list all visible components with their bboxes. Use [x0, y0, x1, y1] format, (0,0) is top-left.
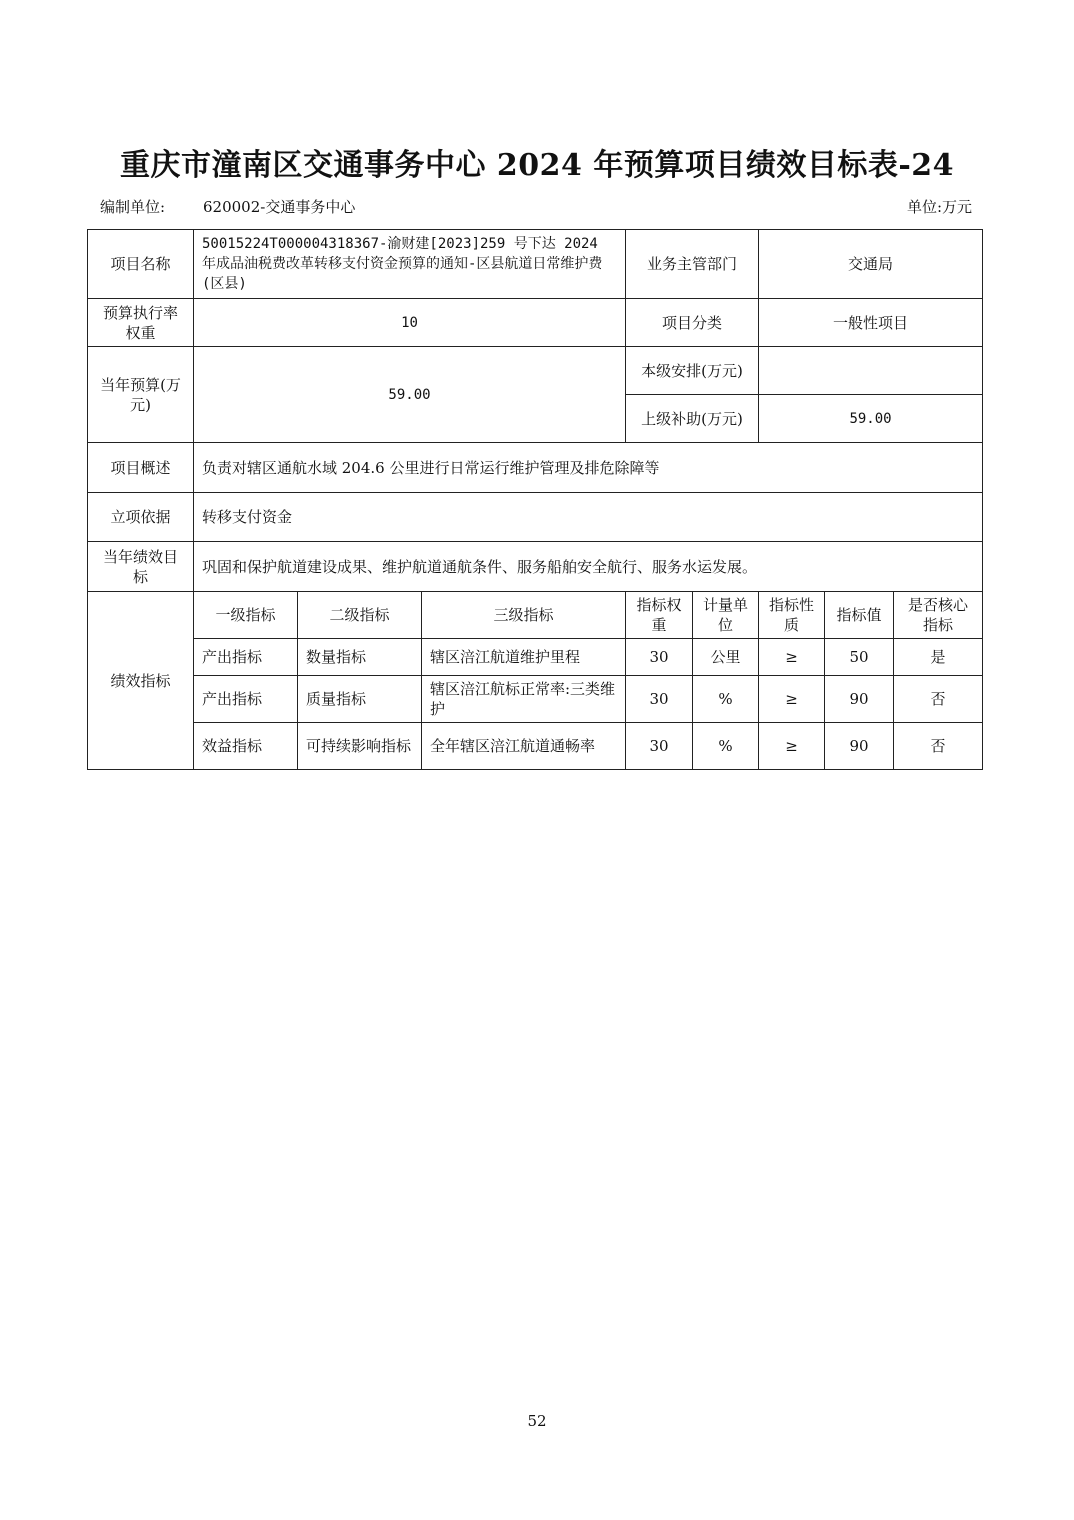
table-cell: 否 — [894, 676, 983, 723]
table-cell: ≥ — [759, 676, 825, 723]
table-row — [88, 676, 983, 723]
category-label: 项目分类 — [626, 299, 759, 347]
column-header: 指标值 — [825, 592, 894, 639]
table-cell: 可持续影响指标 — [298, 723, 422, 770]
performance-table — [87, 229, 983, 770]
upper-label: 上级补助(万元) — [626, 395, 759, 443]
page-number: 52 — [527, 1412, 547, 1430]
table-cell: 产出指标 — [194, 676, 298, 723]
table-cell: 30 — [626, 723, 693, 770]
column-header: 是否核心指标 — [894, 592, 983, 639]
column-header: 指标权重 — [626, 592, 693, 639]
upper-value: 59.00 — [759, 395, 983, 443]
local-value — [759, 347, 983, 395]
column-header: 一级指标 — [194, 592, 298, 639]
table-cell: 全年辖区涪江航道通畅率 — [422, 723, 626, 770]
table-cell: 是 — [894, 639, 983, 676]
table-cell: ≥ — [759, 639, 825, 676]
basis-value: 转移支付资金 — [194, 493, 983, 542]
table-cell: 辖区涪江航标正常率:三类维护 — [422, 676, 626, 723]
table-cell: 90 — [825, 676, 894, 723]
goal-value: 巩固和保护航道建设成果、维护航道通航条件、服务船舶安全航行、服务水运发展。 — [194, 542, 983, 592]
unit-value: 620002-交通事务中心 — [203, 198, 356, 216]
table-row — [88, 723, 983, 770]
dept-value: 交通局 — [759, 230, 983, 299]
table-cell: % — [693, 676, 759, 723]
table-cell: 质量指标 — [298, 676, 422, 723]
column-header: 指标性质 — [759, 592, 825, 639]
table-cell: % — [693, 723, 759, 770]
column-header: 计量单位 — [693, 592, 759, 639]
goal-label: 当年绩效目标 — [88, 542, 194, 592]
currency-label: 单位:万元 — [906, 198, 972, 216]
basis-label: 立项依据 — [88, 493, 194, 542]
table-cell: 数量指标 — [298, 639, 422, 676]
category-value: 一般性项目 — [759, 299, 983, 347]
overview-label: 项目概述 — [88, 443, 194, 493]
table-cell: 产出指标 — [194, 639, 298, 676]
table-cell: 50 — [825, 639, 894, 676]
table-cell: 辖区涪江航道维护里程 — [422, 639, 626, 676]
column-header: 二级指标 — [298, 592, 422, 639]
table-cell: 90 — [825, 723, 894, 770]
project-name-value: 50015224T000004318367-渝财建[2023]259 号下达 2024 年成品油税费改革转移支付资金预算的通知-区县航道日常维护费(区县) — [194, 230, 626, 299]
overview-value: 负责对辖区通航水域 204.6 公里进行日常运行维护管理及排危除障等 — [194, 443, 983, 493]
unit-label: 编制单位: — [100, 198, 166, 216]
table-cell: ≥ — [759, 723, 825, 770]
table-cell: 30 — [626, 639, 693, 676]
weight-label: 预算执行率权重 — [88, 299, 194, 347]
budget-label: 当年预算(万元) — [88, 347, 194, 443]
table-row — [88, 639, 983, 676]
budget-value: 59.00 — [194, 347, 626, 443]
page-title: 重庆市潼南区交通事务中心 2024 年预算项目绩效目标表-24 — [119, 148, 955, 183]
project-name-label: 项目名称 — [88, 230, 194, 299]
table-cell: 效益指标 — [194, 723, 298, 770]
column-header: 三级指标 — [422, 592, 626, 639]
dept-label: 业务主管部门 — [626, 230, 759, 299]
indicators-label: 绩效指标 — [88, 592, 194, 770]
table-cell: 30 — [626, 676, 693, 723]
table-cell: 公里 — [693, 639, 759, 676]
local-label: 本级安排(万元) — [626, 347, 759, 395]
weight-value: 10 — [194, 299, 626, 347]
table-cell: 否 — [894, 723, 983, 770]
